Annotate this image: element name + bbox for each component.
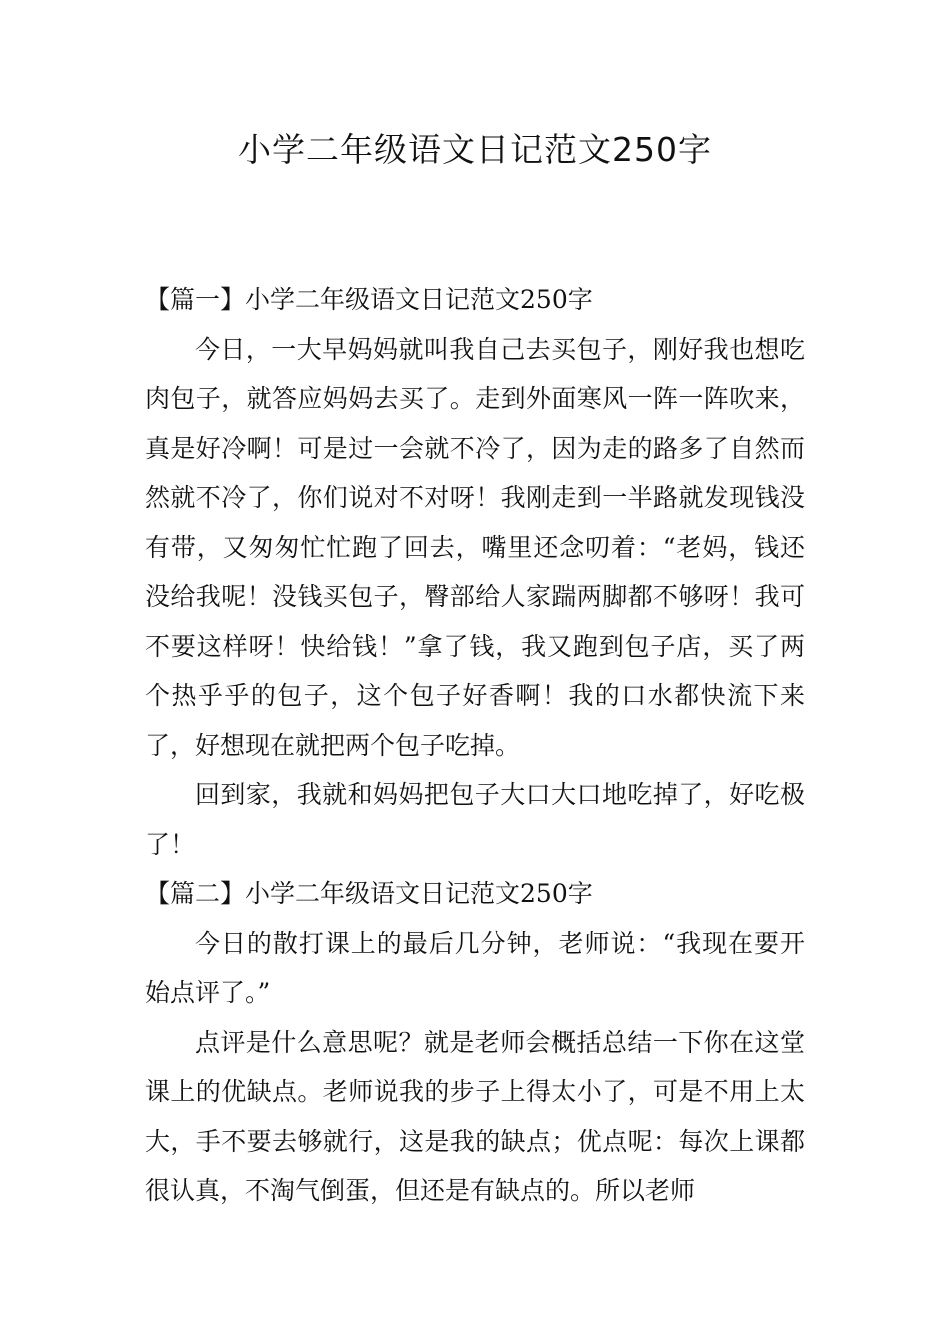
page-title: 小学二年级语文日记范文250字 [238, 130, 712, 169]
paragraph: 今日，一大早妈妈就叫我自己去买包子，刚好我也想吃肉包子，就答应妈妈去买了。走到外面寒风一阵一阵吹来，真是好冷啊！可是过一会就不冷了，因为走的路多了自然而然就不冷了，你们说对不对呀！我刚走到一半路就发现钱没有带，又匆匆忙忙跑了回去，嘴里还念叨着：“老妈，钱还没给我呢！没钱买包子，臀部给人家踹两脚都不够呀！我可不要这样呀！快给钱！”拿了钱，我又跑到包子店，买了两个热乎乎的包子，这个包子好香啊！我的口水都快流下来了，好想现在就把两个包子吃掉。 [145, 334, 805, 760]
section-2 [145, 869, 805, 1216]
paragraph: 点评是什么意思呢？就是老师会概括总结一下你在这堂课上的优缺点。老师说我的步子上得太小了，可是不用上太大，手不要去够就行，这是我的缺点；优点呢：每次上课都很认真，不淘气倒蛋，但还是有缺点的。所以老师 [145, 1027, 805, 1205]
paragraph: 今日的散打课上的最后几分钟，老师说：“我现在要开始点评了。” [145, 928, 805, 1007]
document-body [145, 275, 805, 1216]
section-heading: 【篇二】小学二年级语文日记范文250字 [145, 879, 593, 908]
section-heading: 【篇一】小学二年级语文日记范文250字 [145, 285, 593, 314]
paragraph: 回到家，我就和妈妈把包子大口大口地吃掉了，好吃极了！ [145, 780, 805, 859]
section-1 [145, 275, 805, 869]
